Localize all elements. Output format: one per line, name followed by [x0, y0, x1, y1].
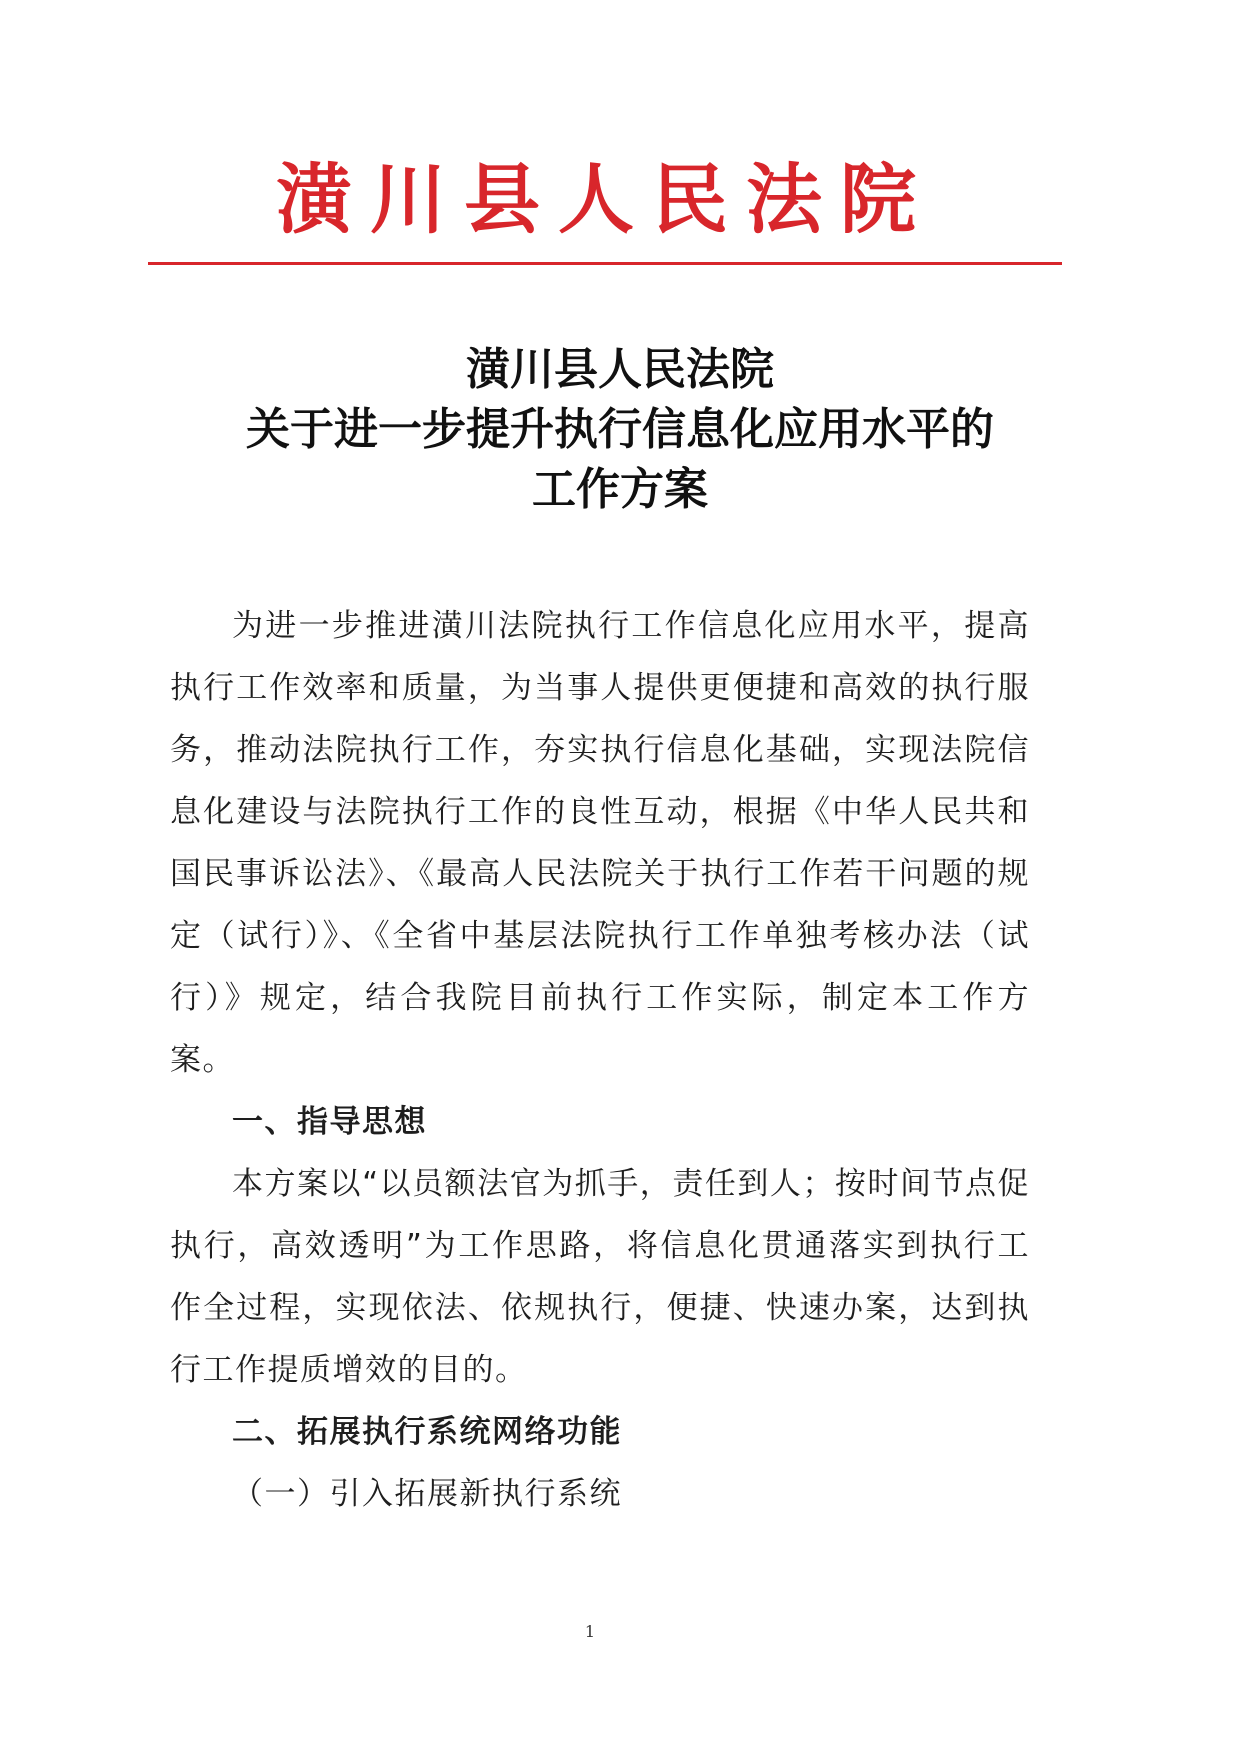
title-line-3: 工作方案: [532, 464, 708, 515]
section-1-heading: 一、指导思想: [232, 1104, 427, 1140]
letterhead-red-rule: [148, 262, 1062, 265]
title-line-1: 潢川县人民法院: [466, 344, 774, 395]
title-line-2: 关于进一步提升执行信息化应用水平的: [246, 404, 994, 455]
letterhead-title: 潢川县人民法院: [276, 155, 934, 244]
section-2-subheading: （一）引入拓展新执行系统: [232, 1476, 622, 1512]
document-title: [120, 340, 1120, 520]
section-2-heading: 二、拓展执行系统网络功能: [232, 1414, 622, 1450]
page-number: 1: [584, 1622, 596, 1641]
section-1-paragraph: 本方案以“以员额法官为抓手，责任到人；按时间节点促执行，高效透明”为工作思路，将信息化贯通落实到执行工作全过程，实现依法、依规执行，便捷、快速办案，达到执行工作提质增效的目的。: [170, 1166, 1030, 1388]
intro-paragraph: 为进一步推进潢川法院执行工作信息化应用水平，提高执行工作效率和质量，为当事人提供更便捷和高效的执行服务，推动法院执行工作，夯实执行信息化基础，实现法院信息化建设与法院执行工作的良性互动，根据《中华人民共和国民事诉讼法》、《最高人民法院关于执行工作若干问题的规定（试行）》、《全省中基层法院执行工作单独考核办法（试行）》规定，结合我院目前执行工作实际，制定本工作方案。: [170, 608, 1030, 1078]
document-body: [170, 595, 1030, 1525]
